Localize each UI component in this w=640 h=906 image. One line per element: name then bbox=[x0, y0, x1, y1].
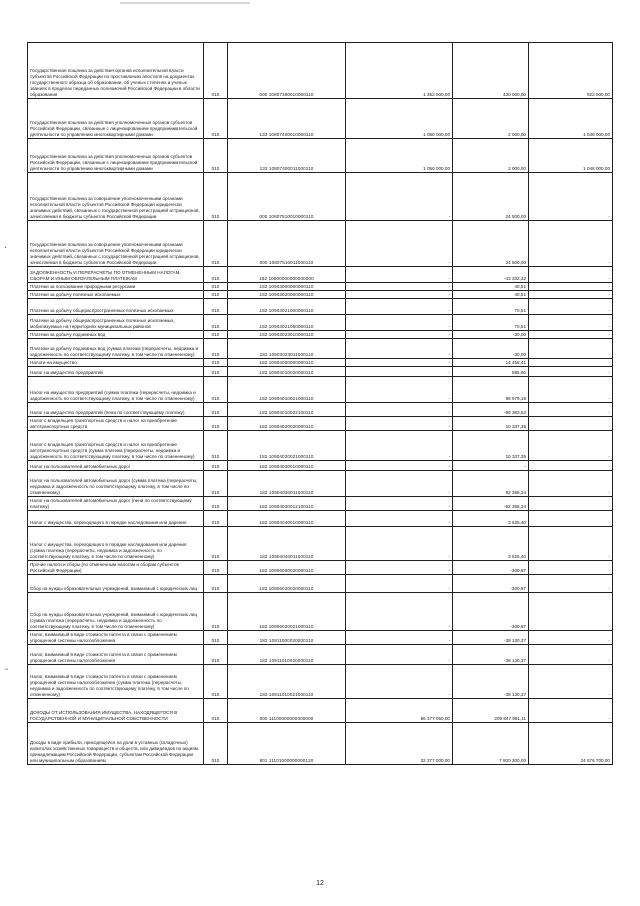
table-row bbox=[28, 561, 613, 575]
table-row bbox=[28, 359, 613, 367]
row-rest: - bbox=[529, 461, 613, 471]
row-plan: - bbox=[346, 359, 453, 367]
table-row bbox=[28, 527, 613, 561]
row-kbk: 801 11101000000000120 bbox=[228, 723, 346, 765]
row-name: Сбор на нужды образовательных учреждений, взимаемый с юридических лиц (сумма платежа (перерасчеты, недоимка и задолженность по соответствующему платежу, в том числе по отмененному) bbox=[28, 593, 204, 631]
row-plan: - bbox=[346, 315, 453, 331]
row-code: 010 bbox=[204, 291, 228, 299]
row-name: Государственная пошлина за действия органов исполнительной власти субъектов Российской Федерации по проставлению апостиля на документах государственного образца об образовании, об ученых степенях и ученых званиях в пределах переданных полномочий Российской Федерации в области образования bbox=[28, 43, 204, 99]
table-row bbox=[28, 139, 613, 173]
row-rest: 24 576 700,00 bbox=[529, 723, 613, 765]
table-row bbox=[28, 283, 613, 291]
row-kbk: 182 10904020020000110 bbox=[228, 417, 346, 431]
row-kbk: 182 10903023010000110 bbox=[228, 331, 346, 339]
row-done: 2 000,00 bbox=[453, 139, 529, 173]
row-rest: - bbox=[529, 417, 613, 431]
row-code: 010 bbox=[204, 631, 228, 645]
row-rest: - bbox=[529, 527, 613, 561]
row-done: -96 383,52 bbox=[453, 403, 529, 417]
table-row bbox=[28, 497, 613, 511]
row-code: 010 bbox=[204, 267, 228, 283]
row-name: Государственная пошлина за совершение уполномоченными органами исполнительной власти субъектов Российской Федерации юридически значимых действий, связанных с государственной регистрацией аттракционов, зачисляемая в бюджеты субъектов Российской Федерации bbox=[28, 173, 204, 221]
row-done: 40,51 bbox=[453, 291, 529, 299]
row-done: -30,00 bbox=[453, 339, 529, 359]
row-rest: - bbox=[529, 339, 613, 359]
row-code: 010 bbox=[204, 139, 228, 173]
row-plan: 96 377 050,00 bbox=[346, 699, 453, 723]
row-name: Налог на имущество предприятий (пени по соответствующему платежу) bbox=[28, 403, 204, 417]
row-kbk: 182 10904030011000110 bbox=[228, 471, 346, 497]
row-kbk: 182 10904010021000110 bbox=[228, 377, 346, 403]
row-plan: - bbox=[346, 417, 453, 431]
row-plan: - bbox=[346, 511, 453, 527]
row-done: -92 368,34 bbox=[453, 497, 529, 511]
row-rest: - bbox=[529, 645, 613, 665]
row-name: Налог с имущества, переходящего в порядке наследования или дарения (сумма платежа (перерасчеты, недоимка и задолженность по соответствующему платежу, в том числе по отмененному) bbox=[28, 527, 204, 561]
row-done: -300,87 bbox=[453, 593, 529, 631]
row-rest: - bbox=[529, 497, 613, 511]
row-code: 010 bbox=[204, 417, 228, 431]
row-plan: 1 050 000,00 bbox=[346, 99, 453, 139]
row-rest: - bbox=[529, 665, 613, 699]
row-plan: - bbox=[346, 221, 453, 267]
row-kbk: 182 10906000020000110 bbox=[228, 561, 346, 575]
row-done: - bbox=[453, 461, 529, 471]
row-rest: - bbox=[529, 367, 613, 377]
row-rest: - bbox=[529, 267, 613, 283]
row-kbk: 182 10900000000000000 bbox=[228, 267, 346, 283]
table-row bbox=[28, 645, 613, 665]
row-kbk: 182 10904010022100110 bbox=[228, 403, 346, 417]
row-rest: 922 500,00 bbox=[529, 43, 613, 99]
table-row bbox=[28, 221, 613, 267]
row-rest: - bbox=[529, 299, 613, 315]
row-plan: - bbox=[346, 299, 453, 315]
row-rest: - bbox=[529, 331, 613, 339]
row-plan: - bbox=[346, 471, 453, 497]
row-name: Сбор на нужды образовательных учреждений, взимаемый с юридических лиц bbox=[28, 575, 204, 593]
row-name: Налог с владельцев транспортных средств и налог на приобретение автотранспортных средств bbox=[28, 417, 204, 431]
row-code: 010 bbox=[204, 645, 228, 665]
row-rest: - bbox=[529, 471, 613, 497]
row-code: 010 bbox=[204, 575, 228, 593]
row-plan: - bbox=[346, 575, 453, 593]
table-row bbox=[28, 367, 613, 377]
row-done: -43 332,32 bbox=[453, 267, 529, 283]
row-code: 010 bbox=[204, 665, 228, 699]
row-code: 010 bbox=[204, 431, 228, 461]
row-code: 010 bbox=[204, 283, 228, 291]
row-done: -300,87 bbox=[453, 575, 529, 593]
scan-artifact-line bbox=[120, 2, 250, 4]
table-row bbox=[28, 431, 613, 461]
row-kbk: 182 10904000000000110 bbox=[228, 359, 346, 367]
row-name: Налог с имущества, переходящего в порядке наследования или дарения bbox=[28, 511, 204, 527]
row-name: Налог с владельцев транспортных средств и налог на приобретение автотранспортных средств (сумма платежа (перерасчеты, недоимка и задолженность по соответствующему платежу, в том числе по отмененному) bbox=[28, 431, 204, 461]
row-name: Налог на имущество предприятий (сумма платежа (перерасчеты, недоимка и задолженность по соответствующему платежу, в том числе по отмененному) bbox=[28, 377, 204, 403]
row-done: -30,00 bbox=[453, 331, 529, 339]
row-done: 96 979,18 bbox=[453, 377, 529, 403]
row-name: Налог на пользователей автомобильных дорог (сумма платежа (перерасчеты, недоимка и задолженность по соответствующему платежу, в том числе по отмененному) bbox=[28, 471, 204, 497]
table-row bbox=[28, 723, 613, 765]
row-name: Платежи за добычу подземных вод (сумма платежа (перерасчеты, недоимка и задолженность по соответствующему платежу, в том числе по отмененному) bbox=[28, 339, 204, 359]
row-plan: - bbox=[346, 645, 453, 665]
row-code: 010 bbox=[204, 561, 228, 575]
row-name: Платежи за добычу общераспространенных полезных ископаемых bbox=[28, 299, 204, 315]
row-plan: - bbox=[346, 339, 453, 359]
row-code: 010 bbox=[204, 527, 228, 561]
row-rest: - bbox=[529, 511, 613, 527]
row-plan: - bbox=[346, 291, 453, 299]
row-done: 10 337,35 bbox=[453, 417, 529, 431]
row-rest: - bbox=[529, 359, 613, 367]
row-plan: 1 352 500,00 bbox=[346, 43, 453, 99]
table-row bbox=[28, 511, 613, 527]
row-plan: - bbox=[346, 665, 453, 699]
row-plan: - bbox=[346, 497, 453, 511]
row-kbk: 182 10903000000000110 bbox=[228, 283, 346, 291]
row-rest: - bbox=[529, 593, 613, 631]
row-plan: 32 377 000,00 bbox=[346, 723, 453, 765]
row-rest: - bbox=[529, 575, 613, 593]
row-rest: - bbox=[529, 283, 613, 291]
row-kbk: 182 10904040011000110 bbox=[228, 527, 346, 561]
table-row bbox=[28, 593, 613, 631]
table-row bbox=[28, 315, 613, 331]
row-name: Доходы в виде прибыли, приходящейся на доли в уставных (складочных) капиталах хозяйственных товариществ и обществ, или дивидендов по акциям, принадлежащим Российской Федерации, субъектам Российской Федерации или муниципальным образованиям bbox=[28, 723, 204, 765]
row-plan: - bbox=[346, 367, 453, 377]
row-rest: - bbox=[529, 431, 613, 461]
row-kbk: 182 10911010020000110 bbox=[228, 645, 346, 665]
row-kbk: 182 10903020000000110 bbox=[228, 291, 346, 299]
row-done: 40,51 bbox=[453, 283, 529, 291]
row-rest: - bbox=[529, 221, 613, 267]
row-kbk: 182 10903023011000110 bbox=[228, 339, 346, 359]
row-done: 2 000,00 bbox=[453, 99, 529, 139]
row-plan: 1 050 000,00 bbox=[346, 139, 453, 173]
row-plan: - bbox=[346, 527, 453, 561]
row-name: ЗАДОЛЖЕННОСТЬ И ПЕРЕРАСЧЕТЫ ПО ОТМЕНЕННЫМ НАЛОГАМ, СБОРАМ И ИНЫМ ОБЯЗАТЕЛЬНЫМ ПЛАТЕЖАМ bbox=[28, 267, 204, 283]
row-plan: - bbox=[346, 377, 453, 403]
row-rest: - bbox=[529, 173, 613, 221]
row-name: Налоги на имущество bbox=[28, 359, 204, 367]
row-done: -38 130,37 bbox=[453, 665, 529, 699]
row-done: -38 130,37 bbox=[453, 645, 529, 665]
row-plan: - bbox=[346, 331, 453, 339]
table-row bbox=[28, 575, 613, 593]
row-kbk: 182 10906020020000110 bbox=[228, 575, 346, 593]
row-rest: - bbox=[529, 315, 613, 331]
table-row bbox=[28, 173, 613, 221]
row-code: 010 bbox=[204, 471, 228, 497]
row-code: 010 bbox=[204, 699, 228, 723]
row-kbk: 182 10904010020000110 bbox=[228, 367, 346, 377]
table-row bbox=[28, 43, 613, 99]
row-kbk: 133 10807400011000110 bbox=[228, 139, 346, 173]
row-rest: - bbox=[529, 403, 613, 417]
row-plan: - bbox=[346, 173, 453, 221]
row-name: Платежи за добычу подземных вод bbox=[28, 331, 204, 339]
row-code: 010 bbox=[204, 723, 228, 765]
page-number: 12 bbox=[316, 880, 324, 887]
row-done: -38 130,37 bbox=[453, 631, 529, 645]
row-kbk: 182 10911000020000110 bbox=[228, 631, 346, 645]
row-name: Налог на пользователей автомобильных дорог bbox=[28, 461, 204, 471]
row-done: 14 458,41 bbox=[453, 359, 529, 367]
row-code: 010 bbox=[204, 461, 228, 471]
row-name: Государственная пошлина за совершение уполномоченными органами исполнительной власти субъектов Российской Федерации юридически значимых действий, связанных с государственной регистрацией аттракционов, зачисляемая в бюджеты субъектов Российской Федерации bbox=[28, 221, 204, 267]
row-done: 70,51 bbox=[453, 315, 529, 331]
table-row bbox=[28, 403, 613, 417]
row-name: Налог, взимаемый в виде стоимости патента в связи с применением упрощенной системы налогообложения bbox=[28, 645, 204, 665]
scan-mark: . bbox=[4, 240, 8, 251]
row-name: Налог, взимаемый в виде стоимости патента в связи с применением упрощенной системы налогообложения (сумма платежа (перерасчеты, недоимка и задолженность по соответствующему платежу, в том числе по отмененному) bbox=[28, 665, 204, 699]
row-code: 010 bbox=[204, 367, 228, 377]
row-name: Платежи за добычу полезных ископаемых bbox=[28, 291, 204, 299]
row-rest: - bbox=[529, 561, 613, 575]
row-code: 010 bbox=[204, 173, 228, 221]
row-kbk: 182 10903021050000110 bbox=[228, 315, 346, 331]
row-name: Государственная пошлина за действия уполномоченных органов субъектов Российской Федерации, связанные с лицензированием предпринимательской деятельности по управлению многоквартирными домами bbox=[28, 99, 204, 139]
row-done: 3 525,40 bbox=[453, 527, 529, 561]
table-row bbox=[28, 471, 613, 497]
table-row bbox=[28, 665, 613, 699]
row-done: 430 000,00 bbox=[453, 43, 529, 99]
row-name: Прочие налоги и сборы (по отмененным налогам и сборам субъектов Российской Федерации) bbox=[28, 561, 204, 575]
row-kbk: 182 10911010021000110 bbox=[228, 665, 346, 699]
row-code: 010 bbox=[204, 339, 228, 359]
row-kbk: 182 10904030012100110 bbox=[228, 497, 346, 511]
row-kbk: 000 10807510010000110 bbox=[228, 173, 346, 221]
table-row bbox=[28, 331, 613, 339]
row-code: 010 bbox=[204, 299, 228, 315]
row-kbk: 182 10906020021000110 bbox=[228, 593, 346, 631]
row-name: Налог, взимаемый в виде стоимости патента в связи с применением упрощенной системы налогообложения bbox=[28, 631, 204, 645]
row-plan: - bbox=[346, 561, 453, 575]
row-kbk: 182 10904040010000110 bbox=[228, 511, 346, 527]
row-code: 010 bbox=[204, 497, 228, 511]
scan-mark: ˜ bbox=[4, 668, 9, 679]
row-plan: - bbox=[346, 461, 453, 471]
row-code: 010 bbox=[204, 99, 228, 139]
row-done: 24 500,00 bbox=[453, 173, 529, 221]
row-kbk: 133 10807400010000110 bbox=[228, 99, 346, 139]
row-code: 010 bbox=[204, 331, 228, 339]
row-done: 92 368,34 bbox=[453, 471, 529, 497]
row-done: 209 847 981,11 bbox=[453, 699, 529, 723]
row-rest: - bbox=[529, 377, 613, 403]
row-rest: - bbox=[529, 291, 613, 299]
row-kbk: 182 10904020021000110 bbox=[228, 431, 346, 461]
row-name: ДОХОДЫ ОТ ИСПОЛЬЗОВАНИЯ ИМУЩЕСТВА, НАХОДЯЩЕГОСЯ В ГОСУДАРСТВЕННОЙ И МУНИЦИПАЛЬНОЙ СОБСТВЕННОСТИ bbox=[28, 699, 204, 723]
row-done: 3 525,40 bbox=[453, 511, 529, 527]
row-plan: - bbox=[346, 631, 453, 645]
row-code: 010 bbox=[204, 403, 228, 417]
table-row bbox=[28, 377, 613, 403]
table-row bbox=[28, 99, 613, 139]
table-row bbox=[28, 461, 613, 471]
row-rest: - bbox=[529, 631, 613, 645]
row-plan: - bbox=[346, 431, 453, 461]
table-row bbox=[28, 267, 613, 283]
row-code: 010 bbox=[204, 43, 228, 99]
row-done: -300,87 bbox=[453, 561, 529, 575]
row-name: Государственная пошлина за действия уполномоченных органов субъектов Российской Федерации, связанные с лицензированием предпринимательской деятельности по управлению многоквартирными домами bbox=[28, 139, 204, 173]
row-kbk: 000 10807510011000110 bbox=[228, 221, 346, 267]
row-code: 010 bbox=[204, 221, 228, 267]
row-plan: - bbox=[346, 403, 453, 417]
table-row bbox=[28, 339, 613, 359]
row-plan: - bbox=[346, 267, 453, 283]
table-row bbox=[28, 631, 613, 645]
row-name: Налог на имущество предприятий bbox=[28, 367, 204, 377]
row-name: Налог на пользователей автомобильных дорог (пени по соответствующему платежу) bbox=[28, 497, 204, 511]
row-code: 010 bbox=[204, 377, 228, 403]
row-kbk: 182 10904030010000110 bbox=[228, 461, 346, 471]
row-code: 010 bbox=[204, 359, 228, 367]
row-done: 595,66 bbox=[453, 367, 529, 377]
row-name: Платежи за пользование природными ресурсами bbox=[28, 283, 204, 291]
row-done: 7 800 300,00 bbox=[453, 723, 529, 765]
row-kbk: 000 10807390010000110 bbox=[228, 43, 346, 99]
revenue-report-table bbox=[27, 42, 613, 765]
row-done: 24 500,00 bbox=[453, 221, 529, 267]
row-done: 10 337,35 bbox=[453, 431, 529, 461]
row-kbk: 182 10903021000000110 bbox=[228, 299, 346, 315]
row-done: 70,51 bbox=[453, 299, 529, 315]
table-row bbox=[28, 699, 613, 723]
row-rest: 1 048 000,00 bbox=[529, 99, 613, 139]
row-plan: - bbox=[346, 593, 453, 631]
table-body bbox=[28, 43, 613, 765]
row-code: 010 bbox=[204, 511, 228, 527]
row-code: 010 bbox=[204, 315, 228, 331]
row-plan: - bbox=[346, 283, 453, 291]
table-row bbox=[28, 299, 613, 315]
row-name: Платежи за добычу общераспространенных полезных ископаемых, мобилизуемые на территориях муниципальных районов bbox=[28, 315, 204, 331]
row-rest: 1 048 000,00 bbox=[529, 139, 613, 173]
table-row bbox=[28, 417, 613, 431]
row-kbk: 000 11100000000000000 bbox=[228, 699, 346, 723]
table-row bbox=[28, 291, 613, 299]
row-rest: - bbox=[529, 699, 613, 723]
row-code: 010 bbox=[204, 593, 228, 631]
